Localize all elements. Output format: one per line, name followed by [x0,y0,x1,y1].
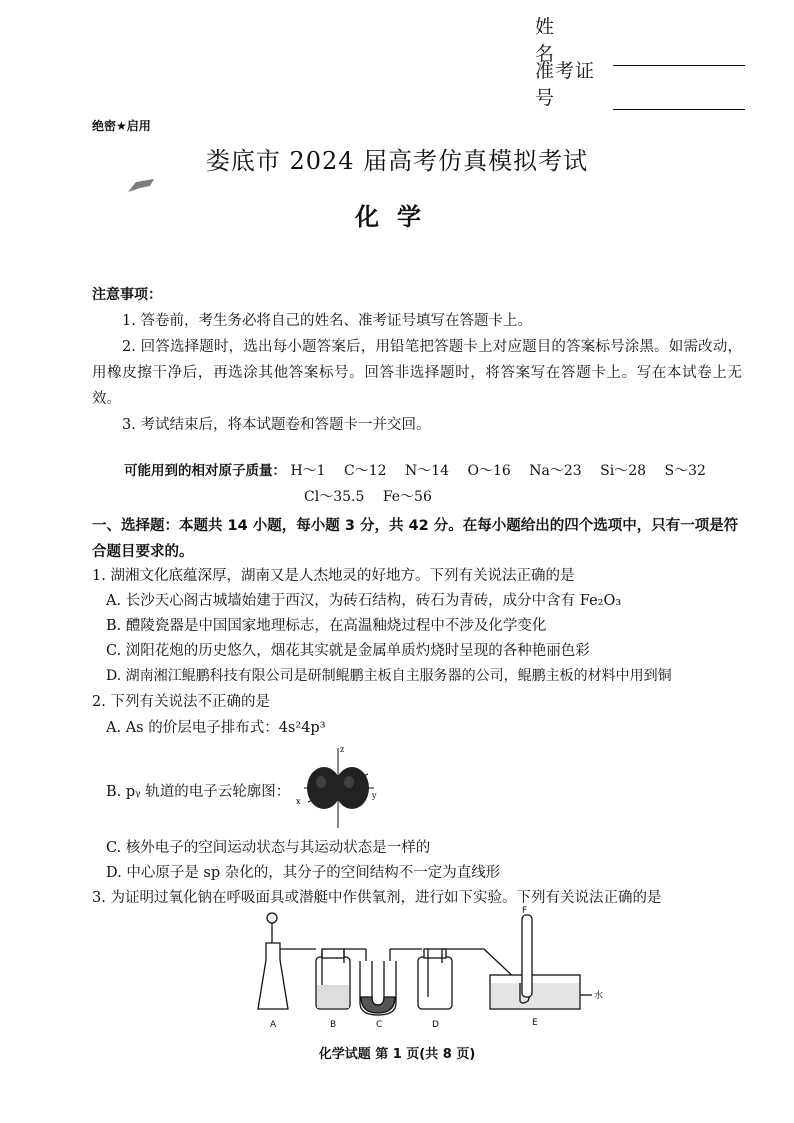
q1-option-a: A. 长沙天心阁古城墙始建于西汉，为砖石结构，砖石为青砖，成分中含有 Fe₂O₃ [106,593,622,609]
label-c: C [376,1020,383,1030]
scan-mark-icon [126,178,156,194]
name-label: 姓 名 [535,16,596,65]
id-field[interactable] [535,60,745,110]
atomic-masses [124,458,720,510]
subject-title: 化学 [355,203,439,231]
py-orbital-diagram [294,742,384,832]
mass-c: C～12 [344,463,387,479]
question-1 [92,564,752,689]
mass-na: Na～23 [529,463,582,479]
label-e: E [532,1018,538,1028]
label-b: B [330,1020,337,1030]
mass-cl: Cl～35.5 [304,489,365,505]
name-line [613,43,745,66]
q2-option-a: A. As 的价层电子排布式：4s²4p³ [106,720,326,736]
q2-option-b: B. pᵧ 轨道的电子云轮廓图： [106,784,291,800]
exam-title: 娄底市 2024 届高考仿真模拟考试 [205,147,589,175]
axis-x-label: x [296,797,301,806]
question-3-stem: 3. 为证明过氧化钠在呼吸面具或潜艇中作供氧剂，进行如下实验。下列有关说法正确的是 [92,890,662,906]
label-f: F [522,906,528,916]
axis-y-label: y [372,791,377,800]
notice-item-1: 1. 答卷前，考生务必将自己的姓名、准考证号填写在答题卡上。 [122,313,532,329]
mass-o: O～16 [467,463,511,479]
id-line [613,87,745,110]
notice-item-2: 2. 回答选择题时，选出每小题答案后，用铅笔把答题卡上对应题目的答案标号涂黑。如需改动，用橡皮擦干净后，再选涂其他答案标号。回答非选择题时，将答案写在答题卡上。写在本试卷上无效。 [92,339,742,407]
water-label: 水 [594,991,604,1001]
notice-title: 注意事项： [92,287,162,303]
q1-option-b: B. 醴陵瓷器是中国国家地理标志，在高温釉烧过程中不涉及化学变化 [106,618,547,634]
notice-item-3: 3. 考试结束后，将本试题卷和答题卡一并交回。 [122,417,431,433]
apparatus-diagram [254,905,614,1035]
mass-si: Si～28 [600,463,647,479]
mass-s: S～32 [664,463,706,479]
secret-mark: 绝密★启用 [92,119,151,133]
id-label: 准考证号 [535,60,596,109]
label-d: D [432,1020,439,1030]
mass-fe: Fe～56 [382,489,432,505]
label-a: A [270,1020,277,1030]
mass-n: N～14 [405,463,450,479]
axis-z-label: z [340,745,345,754]
q1-option-d: D. 湖南湘江鲲鹏科技有限公司是研制鲲鹏主板自主服务器的公司，鲲鹏主板的材料中用到铜 [106,668,672,684]
q1-option-c: C. 浏阳花炮的历史悠久，烟花其实就是金属单质灼烧时呈现的各种艳丽色彩 [106,643,590,659]
question-2-stem: 2. 下列有关说法不正确的是 [92,694,270,710]
candidate-info [535,16,745,124]
q2-option-c: C. 核外电子的空间运动状态与其运动状态是一样的 [106,840,431,856]
q2-option-d: D. 中心原子是 sp 杂化的，其分子的空间结构不一定为直线形 [106,865,501,881]
section-1-title: 一、选择题：本题共 14 小题，每小题 3 分，共 42 分。在每小题给出的四个选项中，只有一项是符合题目要求的。 [92,518,739,560]
page-footer: 化学试题 第 1 页(共 8 页) [318,1047,476,1062]
mass-h: H～1 [290,463,326,479]
atomic-masses-head: 可能用到的相对原子质量： [124,463,286,479]
q1-stem: 1. 湖湘文化底蕴深厚，湖南又是人杰地灵的好地方。下列有关说法正确的是 [92,568,575,584]
